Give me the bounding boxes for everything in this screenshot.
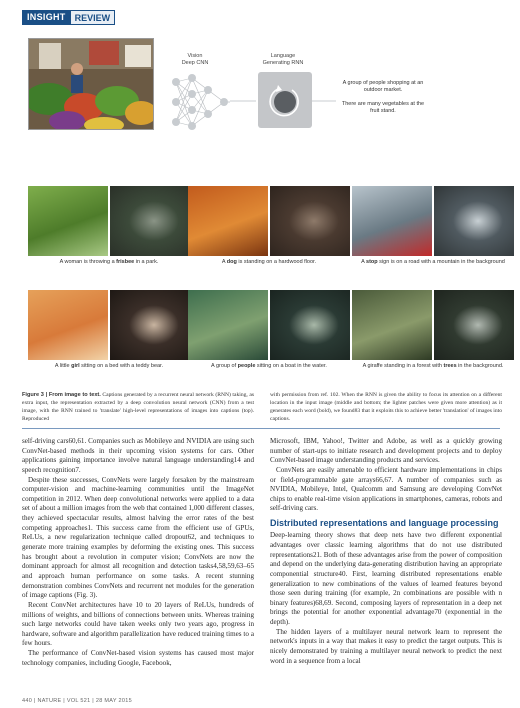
generated-caption — [338, 80, 428, 116]
attention-map-image — [434, 186, 514, 256]
thumbnail-caption: A woman is throwing a frisbee in a park. — [59, 259, 159, 265]
caption-photo — [352, 186, 432, 256]
body-column-left — [22, 437, 254, 668]
generated-caption-line-1: A group of people shopping at an outdoor market. — [342, 80, 424, 94]
thumbnail-caption: A stop sign is on a road with a mountain in the background — [361, 259, 505, 265]
thumbnail-caption: A dog is standing on a hardwood floor. — [221, 259, 317, 265]
attention-map-image — [110, 290, 190, 360]
market-photo — [28, 38, 154, 130]
body-column-right — [270, 437, 502, 666]
cnn-to-rnn-arrow — [230, 98, 258, 104]
thumbnail-caption: A group of people sitting on a boat in the water. — [211, 363, 327, 369]
attention-map-image — [270, 186, 350, 256]
paragraph: self-driving cars60,61. Companies such as Mobileye and NVIDIA are using such ConvNet-based methods in their upcoming vision systems for cars. Other applications gaining importance involve natural language understanding14 and speech recognition7. — [22, 437, 254, 474]
paragraph: Microsoft, IBM, Yahoo!, Twitter and Adobe, as well as a quickly growing number of start-ups to initiate research and development projects and to deploy ConvNet-based image understanding products and services. — [270, 437, 502, 465]
attention-map-image — [270, 290, 350, 360]
review-tag: REVIEW — [71, 10, 116, 25]
figure-caption-text-left: Captions generated by a recurrent neural network (RNN) taking, as extra input, the representation extracted by a deep convolution neural network (CNN) from a test image, with the RNN trained to 'translate' high-level representations of images into captions (top). Reproduced — [22, 392, 255, 422]
attended-word: girl — [71, 363, 80, 369]
paragraph: The hidden layers of a multilayer neural network learn to represent the network's inputs in a way that makes it easy to predict the target outputs. This is nicely demonstrated by training a multilayer neural network to predict the next word in a sequence from a local — [270, 627, 502, 665]
cnn-label: Vision Deep CNN — [181, 53, 209, 66]
caption-photo — [188, 290, 268, 360]
figure-caption-left — [22, 392, 254, 424]
paragraph: Deep-learning theory shows that deep nets have two different exponential advantages over classic learning algorithms that do not use distributed representations21. Both of these advantages arise from the power of composition and depend on the underlying data-generating distribution having an appropriate componential structure40. First, learning distributed representations enable generalization to new combinations of the values of learned features beyond those seen during training (for example, 2n combinations are possible with n binary features)68,69. Second, composing layers of representation in a deep net brings the potential for another exponential advantage70 (exponential in the depth). — [270, 531, 502, 627]
attended-word: people — [237, 363, 256, 369]
attention-map-image — [110, 186, 190, 256]
thumbnail-caption: A giraffe standing in a forest with trees in the background. — [362, 363, 504, 369]
section-heading: Distributed representations and language processing — [270, 518, 499, 529]
figure-caption-text-right: with permission from ref. 102. When the RNN is given the ability to focus its attention on a different location in the input image (middle and bottom; the lighter patches were given more attention) as it generates each word (bold), we found83 that it exploits this to achieve better 'translation' of images into captions. — [270, 392, 502, 422]
paragraph: The performance of ConvNet-based vision systems has caused most major technology companies, including Google, Facebook, — [22, 649, 254, 667]
attended-word: dog — [226, 259, 237, 265]
figure-caption-right — [270, 392, 502, 424]
rnn-to-caption-arrow — [312, 98, 336, 104]
generated-caption-line-2: There are many vegetables at the fruit stand. — [341, 100, 425, 115]
caption-photo — [352, 290, 432, 360]
caption-photo — [28, 186, 108, 256]
figure-label: Figure 3 | From image to text. — [22, 392, 101, 398]
cnn-network-diagram — [170, 72, 230, 134]
insight-tag: INSIGHT — [22, 10, 71, 25]
rnn-label: Language Generating RNN — [262, 53, 304, 66]
attended-word: stop — [366, 259, 378, 265]
caption-photo — [188, 186, 268, 256]
section-header — [22, 10, 115, 25]
attention-map-image — [434, 290, 514, 360]
page-footer: 440 | NATURE | VOL 521 | 28 MAY 2015 — [22, 698, 132, 704]
paragraph: Recent ConvNet architectures have 10 to 20 layers of ReLUs, hundreds of millions of weights, and billions of connections between units. Whereas training such large networks could have taken weeks only two years ago, progress in hardware, software and algorithm parallelization have reduced training times to a few hours. — [22, 600, 254, 648]
paragraph: Despite these successes, ConvNets were largely forsaken by the mainstream computer-vision and machine-learning communities until the ImageNet competition in 2012. When deep convolutional networks were applied to a data set of about a million images from the web that contained 1,000 different classes, they achieved spectacular results, almost halving the error rates of the best competing approaches1. This success came from the efficient use of GPUs, ReLUs, a new regularization technique called dropout62, and techniques to generate more training examples by deforming the existing ones. This success has brought about a revolution in computer vision; ConvNets are now the dominant approach for almost all recognition and detection tasks4,58,59,63–65 and approach human performance on some tasks. A recent stunning demonstration combines ConvNets and recurrent net modules for the generation of image captions (Fig. 3). — [22, 475, 254, 600]
caption-divider — [22, 428, 500, 429]
rnn-block — [258, 72, 312, 128]
thumbnail-caption: A little girl sitting on a bed with a teddy bear. — [54, 363, 164, 369]
attended-word: trees — [443, 363, 457, 369]
caption-photo — [28, 290, 108, 360]
paragraph: ConvNets are easily amenable to efficient hardware implementations in chips or field-programmable gate arrays66,67. A number of companies such as NVIDIA, Mobileye, Intel, Qualcomm and Samsung are developing ConvNet chips to enable real-time vision applications in smartphones, cameras, robots and self-driving cars. — [270, 465, 502, 513]
attended-word: frisbee — [116, 259, 135, 265]
